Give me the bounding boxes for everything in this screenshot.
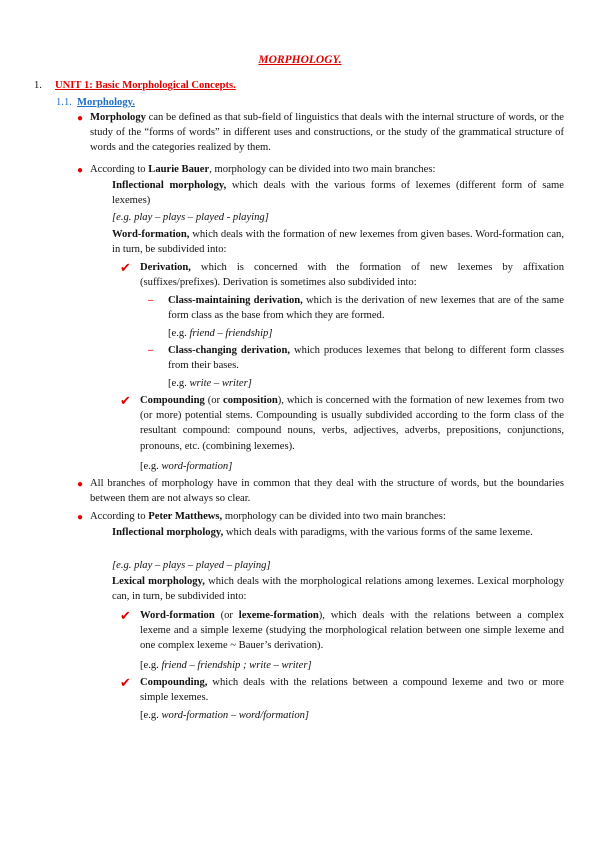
term-morphology: Morphology bbox=[90, 112, 146, 123]
paragraph-lexical-morphology: Lexical morphology, which deals with the morphological relations among lexemes. Lexical morphology can, in turn, be subdivided into: bbox=[112, 576, 564, 603]
paragraph-inflectional-morphology-matthews: Inflectional morphology, which deals with paradigms, with the various forms of the same lexeme. bbox=[112, 527, 533, 538]
example-compounding-matthews: [e.g. word-formation – word/formation] bbox=[140, 710, 310, 721]
paragraph-class-maintaining: Class-maintaining derivation, which is the derivation of new lexemes that are of the same form class as the base from which they are formed. bbox=[168, 295, 564, 322]
subsection-number: 1.1. bbox=[56, 97, 72, 108]
paragraph-class-changing: Class-changing derivation, which produces lexemes that belong to different form classes from their bases. bbox=[168, 345, 565, 372]
example-class-maintaining: [e.g. friend – friendship] bbox=[168, 328, 273, 339]
checkmark-icon: ✔ bbox=[120, 260, 131, 275]
paragraph-compounding-matthews: Compounding, which deals with the relations between a compound lexeme and two or more simple lexemes. bbox=[140, 677, 564, 704]
paragraph-inflectional-morphology: Inflectional morphology, which deals with the various forms of lexemes (different form of same lexemes) bbox=[112, 180, 564, 207]
example-class-changing: [e.g. write – writer] bbox=[168, 378, 252, 389]
bullet-dot-icon: ● bbox=[77, 512, 84, 523]
paragraph-word-formation: Word-formation, which deals with the formation of new lexemes from given bases. Word-formation can, in turn, be subdivided into: bbox=[112, 229, 564, 256]
subsection-heading: Morphology. bbox=[77, 97, 135, 108]
example-inflection: [e.g. play – plays – played - playing] bbox=[112, 212, 269, 223]
paragraph-matthews-intro: According to Peter Matthews, morphology can be divided into two main branches: bbox=[90, 511, 446, 522]
paragraph-branches-common: All branches of morphology have in common that they deal with the structure of words, but the boundaries between them are not always so clear. bbox=[90, 478, 564, 505]
paragraph-morphology-definition: Morphology can be defined as that sub-field of linguistics that deals with the internal structure of words, or the study of the “forms of words” in different uses and constructions, or the study of the grammatical structure of words and the categories realized by them. bbox=[90, 112, 564, 154]
author-matthews: Peter Matthews, bbox=[148, 511, 223, 522]
unit-heading: UNIT 1: Basic Morphological Concepts. bbox=[55, 80, 236, 91]
document-title: MORPHOLOGY. bbox=[258, 54, 342, 66]
author-bauer: Laurie Bauer bbox=[148, 164, 210, 175]
paragraph-word-formation-matthews: Word-formation (or lexeme-formation), which deals with the relations between a complex lexeme and a simple lexeme (studying the morphological relation between one simple lexeme and one complex lexeme ~ Bauer’s derivation). bbox=[140, 610, 564, 652]
dash-icon: – bbox=[148, 295, 154, 306]
paragraph-bauer-intro: According to Laurie Bauer, morphology can be divided into two main branches: bbox=[90, 164, 436, 175]
bullet-dot-icon: ● bbox=[77, 165, 84, 176]
checkmark-icon: ✔ bbox=[120, 393, 131, 408]
paragraph-compounding: Compounding (or composition), which is concerned with the formation of new lexemes from two (or more) potential stems. Compounding is usually subdivided according to the form class of the resultant compound: compound nouns, verbs, adjectives, adverbs, prepositions, conjunctions, pronouns, etc. (combining lexemes). bbox=[140, 395, 564, 452]
example-inflection-matthews: [e.g. play – plays – played – playing] bbox=[112, 560, 271, 571]
example-word-formation-matthews: [e.g. friend – friendship ; write – writer] bbox=[140, 660, 312, 671]
checkmark-icon: ✔ bbox=[120, 675, 131, 690]
example-compounding: [e.g. word-formation] bbox=[140, 461, 233, 472]
unit-number: 1. bbox=[34, 80, 42, 91]
bullet-dot-icon: ● bbox=[77, 113, 84, 124]
checkmark-icon: ✔ bbox=[120, 608, 131, 623]
dash-icon: – bbox=[148, 345, 154, 356]
paragraph-derivation: Derivation, which is concerned with the formation of new lexemes by affixation (suffixes/prefixes). Derivation is sometimes also subdivided into: bbox=[140, 262, 564, 289]
bullet-dot-icon: ● bbox=[77, 479, 84, 490]
